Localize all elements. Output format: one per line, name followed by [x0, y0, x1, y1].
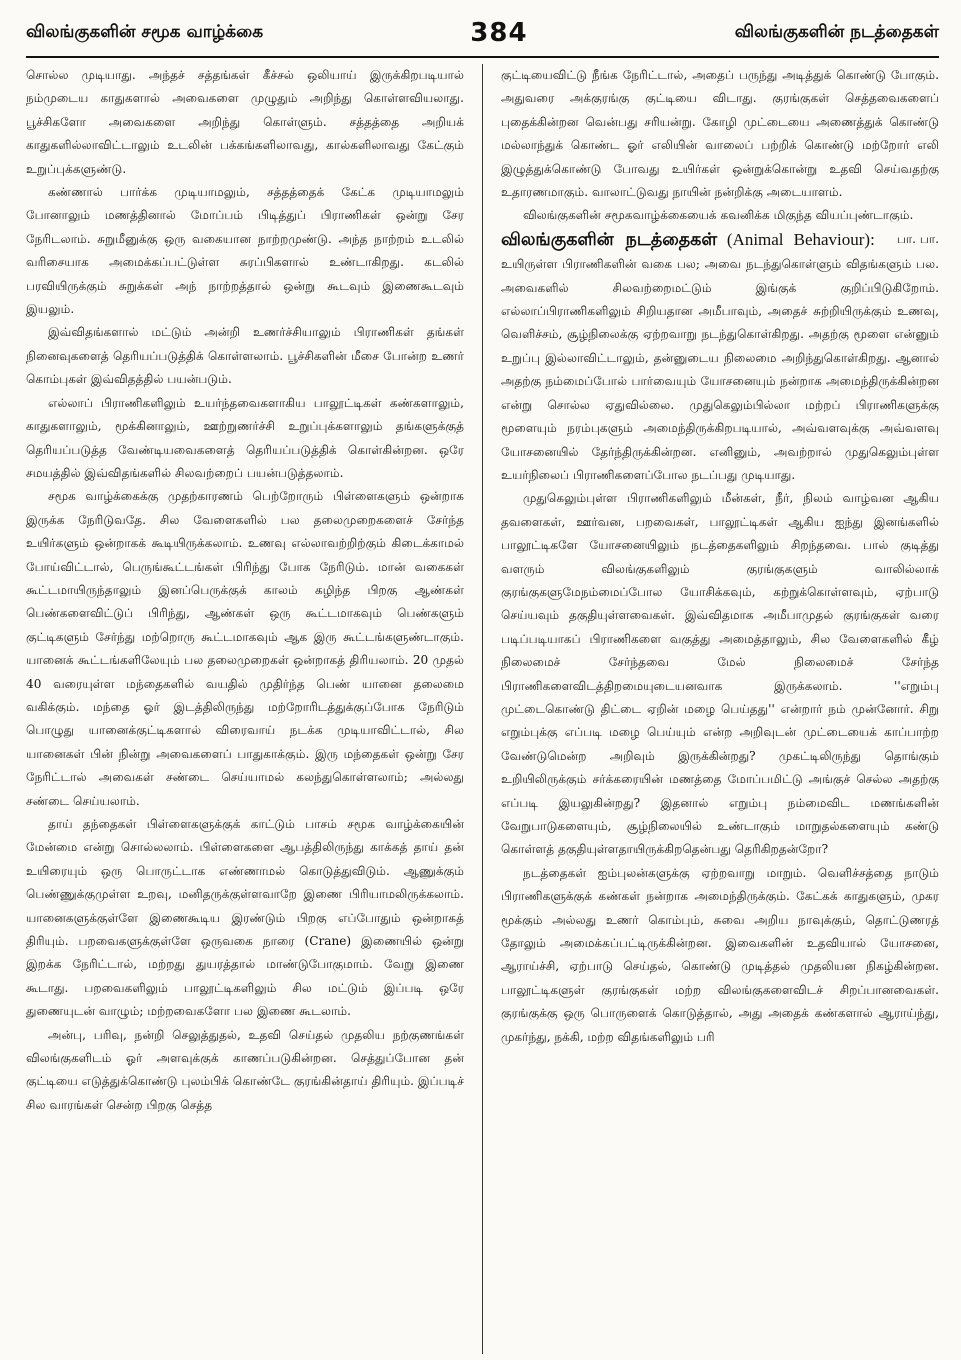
paragraph: கண்ணால் பார்க்க முடியாமலும், சத்தத்தைக் கேட்க முடியாமலும் போனாலும் மணத்தினால் மோப்பம் பிடித்துப் பிராணிகள் ஒன்று சேர நேரிடலாம். சுறுமீனுக்கு ஒரு வகையான நாற்றமுண்டு. அந்த நாற்றம் உடலில் வரிசையாக அமைக்கப்பட்டுள்ள சுரப்பிகளால் உண்டாகிறது. கடலில் பரவியிருக்கும் சுறுக்கள் அந் நாற்றத்தால் ஒன்று கூடவும் இணைகூடவும் இயலும்.: [26, 185, 464, 317]
paragraph-text: விலங்குகளின் சமூகவாழ்க்கையைக் கவனிக்க மிகுந்த வியப்புண்டாகும்.: [523, 208, 914, 223]
section-title-english: (Animal Behaviour):: [726, 229, 875, 249]
paragraph: குட்டியைவிட்டு நீங்க நேரிட்டால், அதைப் பருந்து அடித்துக் கொண்டு போகும். அதுவரை அக்குரங்கு குட்டியை விடாது. குரங்குகள் செத்தவைகளைப் புதைக்கின்றன வென்பது சரியன்று. கோழி முட்டையை அணைத்துக் கொண்டு மல்லாந்துக் கொண்ட ஓர் எலியின் வாலைப் பற்றிக் கொண்டு மற்றோர் எலி இழுத்துக்கொண்டு போவது உயிர்கள் ஒன்றுக்கொன்று உதவி செய்வதற்கு உதாரணமாகும். வாலாட்டுவது நாயின் நன்றிக்கு அடையாளம்.: [501, 68, 939, 200]
paragraph-text: உயிருள்ள பிராணிகளின் வகை பல; அவை நடந்துகொள்ளும் விதங்களும் பல. அவைகளில் சிலவற்றைமட்டும் இங்குக் குறிப்பிடுகிறோம். எல்லாப்பிராணிகளிலும் சிறியதான அமீபாவும், அதைச் சுற்றியிருக்கும் உணவு, வெளிச்சம், சூழ்நிலைக்கு ஏற்றவாறு நடந்துகொள்கிறது. அதற்கு மூளை என்னும் உறுப்பு இல்லாவிட்டாலும், தன்னுடைய நிலைமை அறிந்துகொள்கிறது. ஆனால் அதற்கு நம்மைப்போல் பார்வையும் யோசனையும் நன்றாக அமைந்திருக்கின்றன என்று சொல்ல ஏதுவில்லை. முதுகெலும்பில்லா மற்றப் பிராணிகளுக்கு மூளையும் நரம்புகளும் அமைந்திருக்கிறபடியால், அவ்வளவுக்கு அவ்வளவு யோசனையில் தேர்ந்திருக்கின்றன. எனினும், அவற்றால் முதுகெலும்புள்ள உயர்நிலைப் பிராணிகளைப்போல நடப்பது முடியாது.: [501, 257, 939, 482]
left-column: [26, 64, 464, 1354]
header-right-title: விலங்குகளின் நடத்தைகள்: [734, 22, 939, 42]
paragraph: தாய் தந்தைகள் பிள்ளைகளுக்குக் காட்டும் பாசம் சமூக வாழ்க்கையின் மேன்மை என்று சொல்லலாம். பிள்ளைகளை ஆபத்திலிருந்து காக்கத் தாய் தன் உயிரையும் ஒரு பொருட்டாக எண்ணாமல் கொடுத்துவிடும். ஆணுக்கும் பெண்ணுக்குமுள்ள உறவு, மனிதருக்குள்ளவாறே இணை பிரியாமலிருக்கலாம். யானைகளுக்குள்ளே இணைகூடிய இரண்டும் பிறகு எப்போதும் ஒன்றாகத் திரியும். பறவைகளுக்குள்ளே ஒருவகை நாரை (Crane) இணையில் ஒன்று இறக்க நேரிட்டால், மற்றது துயரத்தால் மாண்டுபோகுமாம். வேறு இணை கூடாது. பறவைகளிலும் பாலூட்டிகளிலும் சில மட்டும் இப்படி ஒரே துணையுடன் வாழும்; மற்றவைகளோ பல இணை கூடலாம்.: [26, 817, 464, 1019]
paragraph: நடத்தைகள் ஐம்புலன்களுக்கு ஏற்றவாறு மாறும். வெளிச்சத்தை நாடும் பிராணிகளுக்குக் கண்கள் நன்றாக அமைந்திருக்கும். கேட்கக் காதுகளும், முகர மூக்கும் அல்லது உணர் கொம்பும், சுவை அறிய நாவுக்கும், தொட்டுணரத் தோலும் அமைக்கப்பட்டிருக்கின்றன. இவைகளின் உதவியால் யோசனை, ஆராய்ச்சி, ஏற்பாடு செய்தல், கொண்டு முடித்தல் முதலியன நிகழ்கின்றன. பாலூட்டிகளுள் குரங்குகள் மற்ற விலங்குகளைவிடச் சிறப்பானவைகள். குரங்குக்கு ஒரு பொருளைக் கொடுத்தால், அது அதைக் கண்களால் ஆராய்ந்து, முகர்ந்து, நக்கி, மற்ற விதங்களிலும் பரி: [501, 865, 939, 1044]
author-signature: பா. பா.: [896, 231, 939, 246]
paragraph: அன்பு, பரிவு, நன்றி செலுத்துதல், உதவி செய்தல் முதலிய நற்குணங்கள் விலங்குகளிடம் ஓர் அளவுக்குக் காணப்படுகின்றன. செத்துப்போன தன் குட்டியை எடுத்துக்கொண்டு புலம்பிக் கொண்டே குரங்கின்தாய் திரியும். இப்படிச் சில வாரங்கள் சென்ற பிறகு செத்த: [26, 1027, 464, 1112]
header-left-title: விலங்குகளின் சமூக வாழ்க்கை: [26, 22, 264, 42]
paragraph: முதுகெலும்புள்ள பிராணிகளிலும் மீன்கள், நீர், நிலம் வாழ்வன ஆகிய தவளைகள், ஊர்வன, பறவைகள், பாலூட்டிகள் ஆகிய ஐந்து இனங்களில் பாலூட்டிகளே யோசனையிலும் நடத்தைகளிலும் சிறந்தவை. பால் குடித்து வளரும் விலங்குகளிலும் குரங்குகளும் வாலில்லாக் குரங்குகளுமேநம்மைப்போல யோசிக்கவும், கற்றுக்கொள்ளவும், ஏற்பாடு செய்யவும் தகுதியுள்ளவைகள். இவ்விதமாக அமீபாமுதல் குரங்குகள் வரை படிப்படியாகப் பிராணிகளை வகுத்து அமைத்தாலும், சில வேளைகளில் கீழ் நிலைமைச் சேர்ந்தவை மேல் நிலைமைச் சேர்ந்த பிராணிகளைவிடத்திறமையுடையனவாக இருக்கலாம். ''எறும்பு முட்டைகொண்டு திட்டை ஏறின் மழை பெய்தது'' என்றார் நம் முன்னோர். சிறு எறும்புக்கு எப்படி மழை பெய்யும் என்ற அறிவுடன் முட்டையைக் காப்பாற்ற வேண்டுமென்ற அறிவும் இருக்கின்றது? முகட்டிலிருந்து தொங்கும் உறியிலிருக்கும் சர்க்கரையின் மணத்தை மோப்பமிட்டு அங்குச் செல்ல அதற்கு எப்படி இயலுகின்றது? இதனால் எறும்பு நம்மைவிட மணங்களின் வேறுபாடுகளையும், சூழ்நிலையில் உண்டாகும் மாறுதல்களையும் கண்டு கொள்ளத் தகுதியுள்ளதாயிருக்கிறதென்பது தெரிகிறதன்றோ?: [501, 491, 939, 857]
paragraph: எல்லாப் பிராணிகளிலும் உயர்ந்தவைகளாகிய பாலூட்டிகள் கண்களாலும், காதுகளாலும், மூக்கினாலும், ஊற்றுணர்ச்சி உறுப்புக்களாலும் தங்களுக்குத் தெரியப்படுத்த வேண்டியவைகளைத் தெரியப்படுத்திக் கொள்கின்றன. ஒரே சமயத்தில் இவ்விதங்களில் சிலவற்றைப் பயன்படுத்தலாம்.: [26, 395, 464, 480]
paragraph: சமூக வாழ்க்கைக்கு முதற்காரணம் பெற்றோரும் பிள்ளைகளும் ஒன்றாக இருக்க நேரிடுவதே. சில வேளைகளில் பல தலைமுறைகளைச் சேர்ந்த உயிர்களும் ஒன்றாகக் கூடியிருக்கலாம். உணவு எல்லாவற்றிற்கும் கிடைக்காமல் போய்விட்டால், பெருங்கூட்டங்கள் பிரிந்து போக நேரிடும். மான் வகைகள் கூட்டமாயிருந்தாலும் இனப்பெருக்குக் காலம் கழிந்த பிறகு ஆண்கள் பெண்களைவிட்டுப் பிரிந்து, ஆண்கள் ஒரு கூட்டமாகவும் பெண்களும் குட்டிகளும் சேர்ந்து மற்றொரு கூட்டமாகவும் ஆக இரு கூட்டங்களுண்டாகும். யானைக் கூட்டங்களிலேயும் பல தலைமுறைகள் ஒன்றாகத் திரியலாம். 20 முதல் 40 வரையுள்ள மந்தைகளில் வயதில் முதிர்ந்த பெண் யானை தலைமை வகிக்கும். மந்தை ஓர் இடத்திலிருந்து மற்றோரிடத்துக்குப்போக நேரிடும் பொழுது யானைக்குட்டிகளால் விரைவாய் நடக்க முடியாவிட்டால், சில யானைகள் பின் நின்று அவைகளைப் பாதுகாக்கும். இரு மந்தைகள் ஒன்று சேர நேரிட்டால் அவைகள் சண்டை செய்யாமல் கலந்துகொள்ளலாம்; அல்லது சண்டை செய்யலாம்.: [26, 489, 464, 808]
section-title: விலங்குகளின் நடத்தைகள்: [501, 229, 718, 250]
text-columns: [26, 64, 939, 1354]
paragraph: சொல்ல முடியாது. அந்தச் சத்தங்கள் கீச்சல் ஒலியாய் இருக்கிறபடியால் நம்முடைய காதுகளால் அவைகளை முழுதும் அறிந்து கொள்ளவியலாது. பூச்சிகளோ அவைகளை அறிந்து கொள்ளும். சத்தத்தை அறியக் காதுகளில்லாவிட்டாலும் உடலின் பக்கங்களிலாவது, கால்களிலாவது கேட்கும் உறுப்புக்களுண்டு.: [26, 68, 464, 176]
right-column: [501, 64, 939, 1354]
page-number: 384: [470, 18, 528, 48]
running-header: [26, 10, 939, 58]
section-paragraph: [501, 228, 939, 487]
paragraph: இவ்விதங்களால் மட்டும் அன்றி உணர்ச்சியாலும் பிராணிகள் தங்கள் நினைவுகளைத் தெரியப்படுத்திக் கொள்ளலாம். பூச்சிகளின் மீசை போன்ற உணர் கொம்புகள் இவ்விதத்தில் பயன்படும்.: [26, 325, 464, 387]
column-divider: [482, 64, 483, 1354]
